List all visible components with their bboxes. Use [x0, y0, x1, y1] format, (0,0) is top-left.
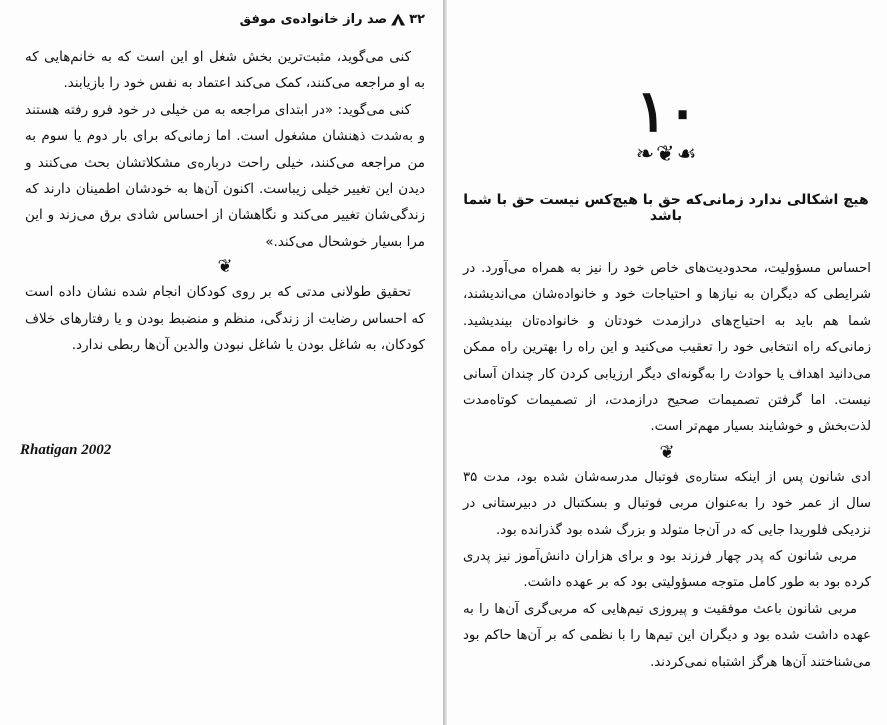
section-divider — [25, 257, 425, 277]
citation: Rhatigan 2002 — [20, 442, 112, 458]
right-page — [447, 0, 887, 725]
chapter-number: ۱۰ — [635, 79, 699, 144]
body-paragraph: کنی می‌گوید: «در ابتدای مراجعه به من خیلی در خود فرو رفته هستند و به‌شدت ذهنشان مشغول است. اما زمانی‌که برای بار دوم یا سوم به من مراجعه می‌کنند، خیلی راحت درباره‌ی مشکلاتشان بحث می‌کنند و دیدن این تغییر خیلی زیباست. اکنون آن‌ها به خودشان اطمینان دارند که زندگی‌شان تغییر می‌کند و نگاهشان از احساس شادی برق می‌زند و این مرا بسیار خوشحال می‌کند.» — [25, 101, 425, 250]
left-page — [0, 0, 443, 725]
page-number: ۳۲ — [409, 12, 425, 27]
body-paragraph: کنی می‌گوید، مثبت‌ترین بخش شغل او این است که به خانم‌هایی که به او مراجعه می‌کنند، کمک می‌کند اعتماد به نفس خود را بازیابند. — [25, 49, 425, 92]
left-page-body — [25, 44, 425, 358]
body-paragraph: مربی شانون باعث موفقیت و پیروزی تیم‌هایی که مربی‌گری آن‌ها را به عهده داشت شده بود و دیگران این تیم‌ها را با نظمی که بر آن‌ها حاکم بود می‌شناختند آن‌ها هرگز اشتباه نمی‌کردند. — [463, 601, 871, 670]
body-paragraph: تحقیق طولانی مدتی که بر روی کودکان انجام شده نشان داده است که احساس رضایت از زندگی، منظم و منضبط بودن و یا رفتارهای خلاف کودکان، به شاغل بودن یا شاغل نبودن والدین آن‌ها ربطی ندارد. — [25, 284, 425, 354]
running-header — [240, 12, 425, 27]
book-logo-icon — [391, 14, 405, 26]
right-page-body — [463, 256, 871, 676]
body-paragraph: احساس مسؤولیت، محدودیت‌های خاص خود را نیز به همراه می‌آورد. در شرایطی که دیگران به نیازها و احتیاجات خود و خانواده‌شان می‌اندیشند، شما هم باید به احتیاج‌های درازمدت خودتان و خانواده‌تان بیندیشید. زمانی‌که راه انتخابی خود را تعقیب می‌کنید و این راه را بهترین راه ممکن می‌دانید اهداف یا حوادث را به‌گونه‌ای دیگر ارزیابی کردن کار چندان آسانی نیست. اما گرفتن تصمیمات صحیح درازمدت، از تصمیمات کوتاه‌مدت لذت‌بخش و خوشایند بسیار مهم‌تر است. — [463, 261, 871, 435]
scroll-ornament-icon: ❧❦☙ — [635, 142, 699, 167]
chapter-title: هیچ اشکالی ندارد زمانی‌که حق با هیچ‌کس نیست حق با شما باشد — [463, 192, 869, 224]
body-paragraph: ادی شانون پس از اینکه ستاره‌ی فوتبال مدرسه‌شان شده بود، مدت ۳۵ سال از عمر خود را به‌عنوان مربی فوتبال و بسکتبال در دبیرستانی در نزدیکی فلوریدا جایی که در آن‌جا متولد و بزرگ شده بود گذرانده بود. — [463, 469, 871, 538]
leaf-fleuron-icon: ❦ — [217, 256, 233, 278]
leaf-fleuron-icon: ❦ — [659, 441, 675, 463]
body-paragraph: مربی شانون که پدر چهار فرزند بود و برای هزاران دانش‌آموز نیز پدری کرده بود به طور کامل متوجه مسؤولیتی بود که بر عهده داشت. — [463, 549, 871, 591]
book-title: صد راز خانواده‌ی موفق — [239, 12, 388, 27]
section-divider — [463, 443, 871, 463]
